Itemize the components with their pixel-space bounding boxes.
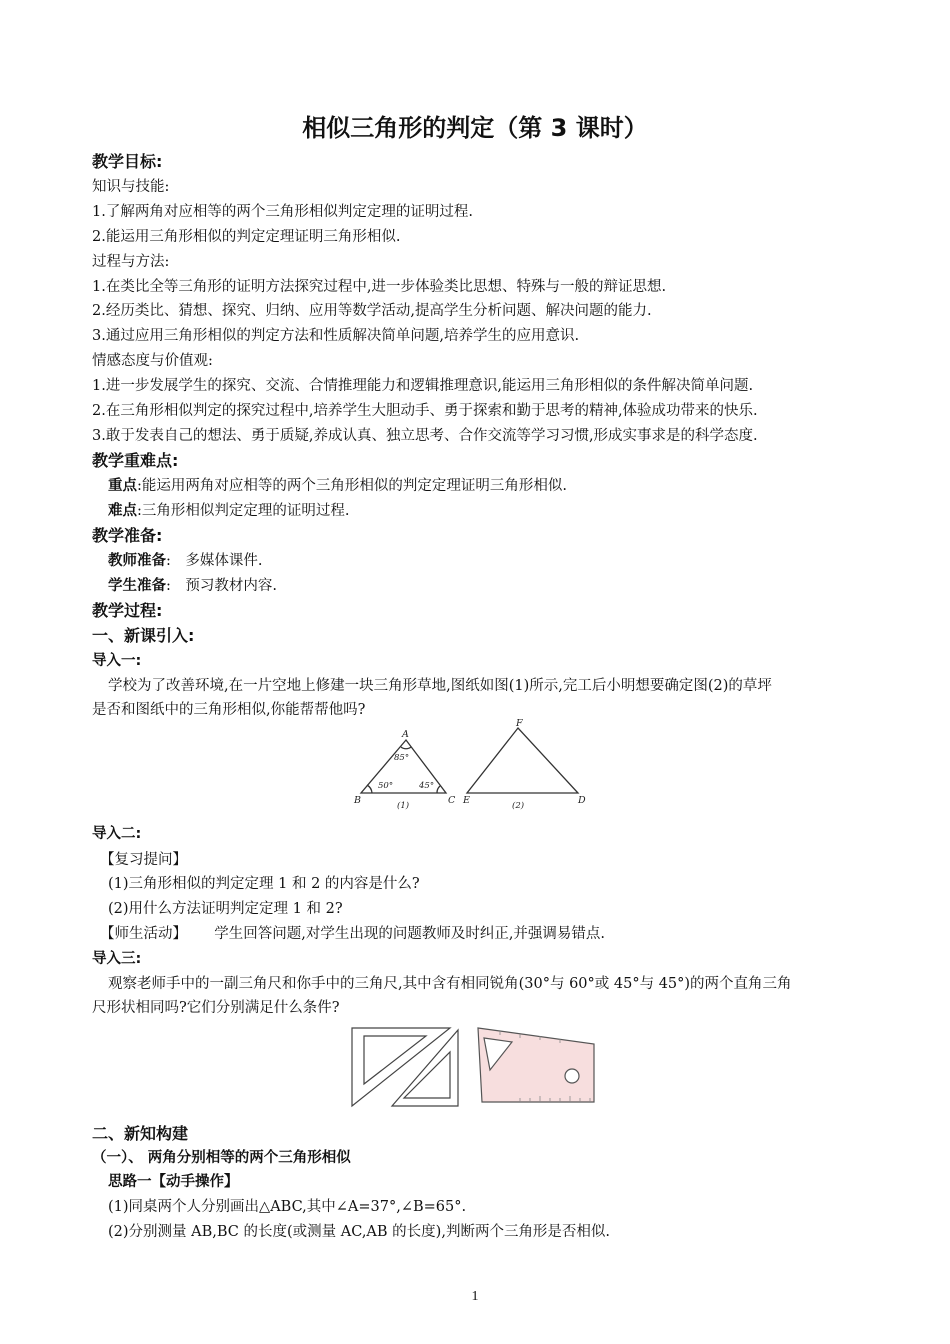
activity-label: 【师生活动】	[100, 926, 187, 942]
idea1-line	[108, 1172, 239, 1192]
intro1-text: 是否和图纸中的三角形相似,你能帮帮他吗?	[92, 702, 366, 718]
intro3-text: 观察老师手中的一副三角尺和你手中的三角尺,其中含有相同锐角(30°与 60°或 45°与 45°)的两个直角三角	[108, 976, 792, 992]
vertex-e-label: E	[463, 795, 470, 806]
review-label: 【复习提问】	[100, 852, 187, 868]
process-item: 3.通过应用三角形相似的判定方法和性质解决简单问题,培养学生的应用意识.	[92, 328, 580, 344]
similar-triangles-figure	[350, 718, 600, 818]
sub1-heading: （一）、 两角分别相等的两个三角形相似	[92, 1150, 351, 1166]
vertex-f-label: F	[516, 718, 523, 729]
part2-heading: 二、新知构建	[92, 1124, 189, 1143]
set-squares-figure	[350, 1022, 600, 1112]
difficult-label: 难点	[108, 503, 137, 519]
difficult-text: :三角形相似判定定理的证明过程.	[137, 503, 350, 519]
angle-b-value: 50°	[378, 781, 394, 791]
page-title: 相似三角形的判定（第 3 课时）	[302, 114, 648, 142]
angle-b-arc	[367, 785, 372, 793]
teacher-prep-line	[108, 551, 263, 571]
page-number: 1	[471, 1289, 479, 1304]
difficult-point-line	[108, 501, 350, 521]
activity-line	[100, 924, 605, 944]
key-text: :能运用两角对应相等的两个三角形相似的判定定理证明三角形相似.	[137, 478, 567, 494]
angle-c-value: 45°	[419, 781, 435, 791]
emotion-item: 2.在三角形相似判定的探究过程中,培养学生大胆动手、勇于探索和勤于思考的精神,体验成功带来的快乐.	[92, 403, 758, 419]
activity-text: 学生回答问题,对学生出现的问题教师及时纠正,并强调易错点.	[214, 926, 606, 942]
review-question: (2)用什么方法证明判定定理 1 和 2?	[108, 901, 343, 917]
key-point-line	[108, 476, 567, 496]
teacher-prep-text: : 多媒体课件.	[166, 553, 263, 569]
angle-c-arc	[437, 786, 440, 793]
intro1-text: 学校为了改善环境,在一片空地上修建一块三角形草地,图纸如图(1)所示,完工后小明想要确定图(2)的草坪	[108, 678, 772, 694]
emotion-label: 情感态度与价值观:	[92, 353, 213, 369]
emotion-item: 1.进一步发展学生的探究、交流、合情推理能力和逻辑推理意识,能运用三角形相似的条件解决简单问题.	[92, 378, 754, 394]
process-heading: 教学过程:	[92, 601, 163, 620]
step-1: (1)同桌两个人分别画出△ABC,其中∠A=37°,∠B=65°.	[108, 1199, 467, 1215]
emotion-item: 3.敢于发表自己的想法、勇于质疑,养成认真、独立思考、合作交流等学习习惯,形成实事求是的科学态度.	[92, 428, 758, 444]
set-square-hole	[565, 1069, 579, 1083]
knowledge-item: 2.能运用三角形相似的判定定理证明三角形相似.	[92, 229, 401, 245]
angle-a-arc	[401, 747, 411, 749]
intro1-label: 导入一:	[92, 653, 142, 669]
student-prep-text: : 预习教材内容.	[166, 578, 277, 594]
teacher-prep-label: 教师准备	[108, 553, 166, 569]
figure1-caption: (1)	[397, 801, 410, 811]
review-question: (1)三角形相似的判定定理 1 和 2 的内容是什么?	[108, 876, 420, 892]
process-item: 1.在类比全等三角形的证明方法探究过程中,进一步体验类比思想、特殊与一般的辩证思想.	[92, 279, 667, 295]
student-prep-label: 学生准备	[108, 578, 166, 594]
process-item: 2.经历类比、猜想、探究、归纳、应用等数学活动,提高学生分析问题、解决问题的能力.	[92, 303, 652, 319]
step-2: (2)分别测量 AB,BC 的长度(或测量 AC,AB 的长度),判断两个三角形是否相似.	[108, 1224, 611, 1240]
key-points-heading: 教学重难点:	[92, 451, 179, 470]
knowledge-label: 知识与技能:	[92, 179, 170, 195]
vertex-c-label: C	[448, 795, 456, 806]
vertex-b-label: B	[354, 795, 361, 806]
intro2-label: 导入二:	[92, 826, 142, 842]
student-prep-line	[108, 576, 277, 596]
intro3-text: 尺形状相同吗?它们分别满足什么条件?	[92, 1000, 340, 1016]
idea1-label: 思路一【动手操作】	[108, 1174, 239, 1190]
angle-a-value: 85°	[394, 753, 410, 763]
knowledge-item: 1.了解两角对应相等的两个三角形相似判定定理的证明过程.	[92, 204, 473, 220]
key-label: 重点	[108, 478, 137, 494]
vertex-d-label: D	[578, 795, 586, 806]
prep-heading: 教学准备:	[92, 526, 163, 545]
intro3-label: 导入三:	[92, 951, 142, 967]
triangle-def	[467, 728, 578, 793]
process-label: 过程与方法:	[92, 254, 170, 270]
part1-heading: 一、新课引入:	[92, 626, 195, 645]
goals-heading: 教学目标:	[92, 152, 163, 171]
figure2-caption: (2)	[512, 801, 525, 811]
vertex-a-label: A	[402, 729, 409, 740]
